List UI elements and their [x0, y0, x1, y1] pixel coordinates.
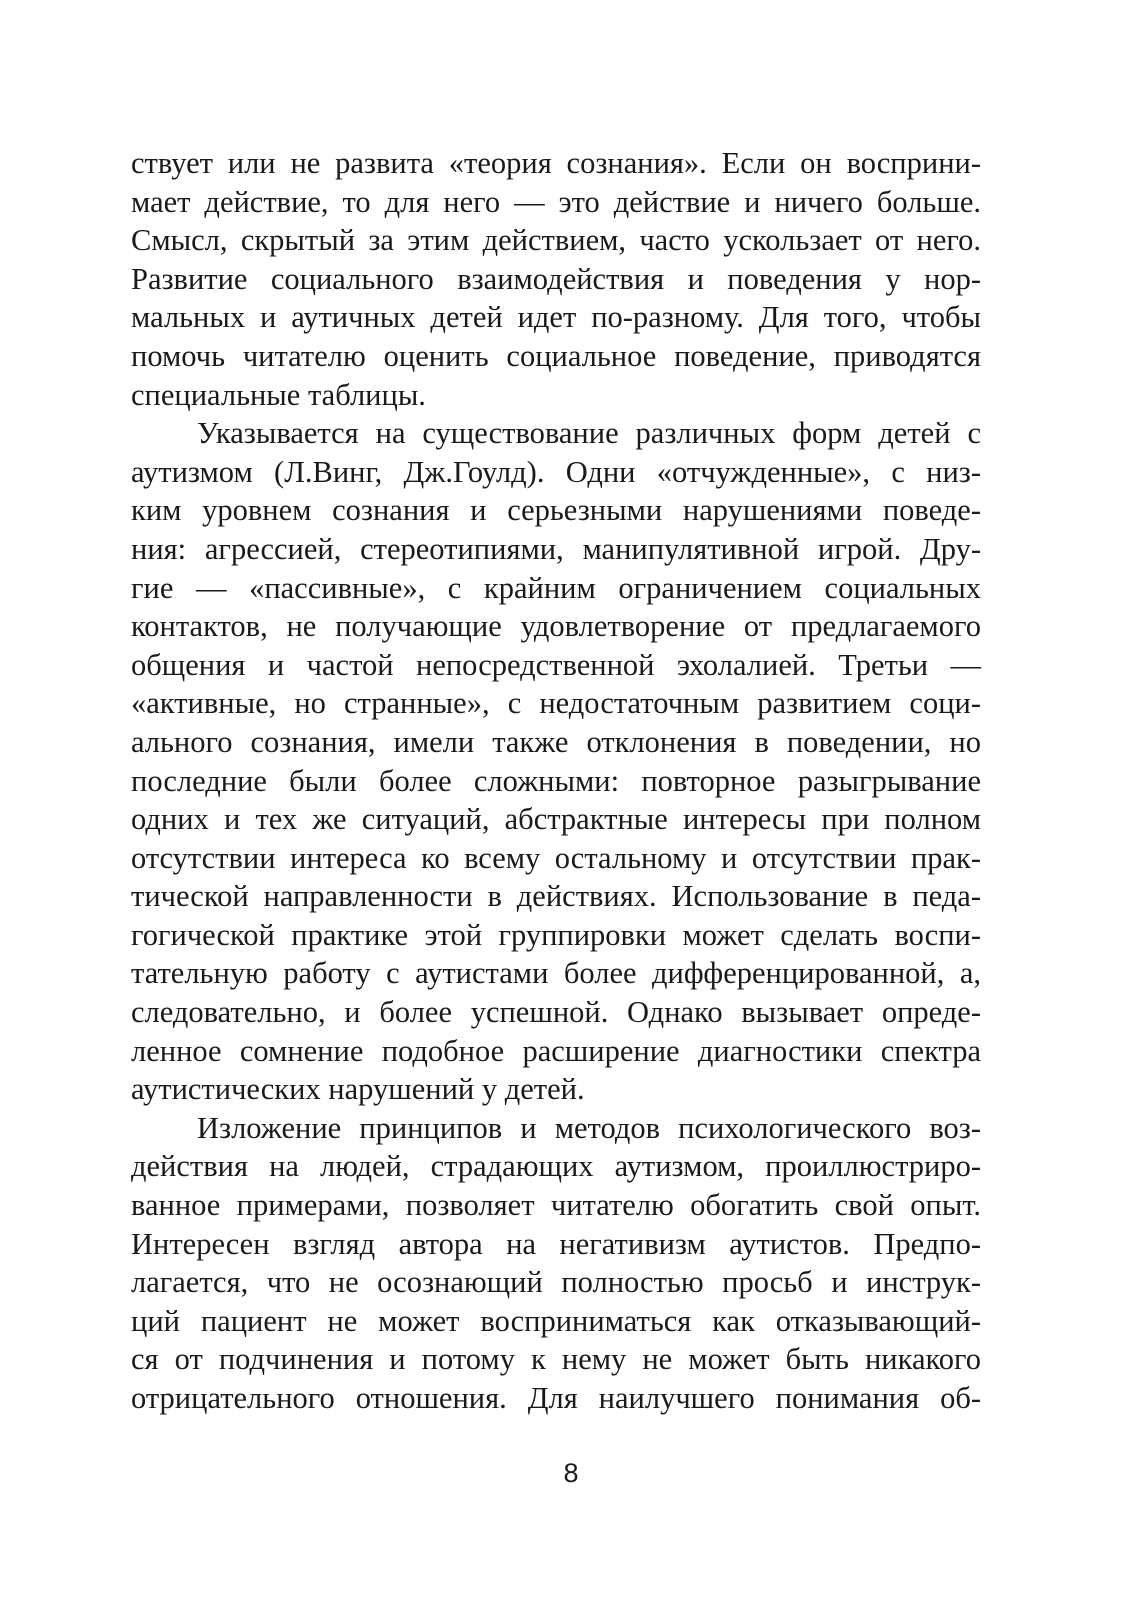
text-line: последние были более сложными: повторное разыгрывание [131, 763, 981, 798]
text-line: Интересен взгляд автора на негативизм аутистов. Предпо- [131, 1226, 981, 1261]
text-line: ся от подчинения и потому к нему не может быть никакого [131, 1342, 981, 1377]
text-line: лагается, что не осознающий полностью просьб и инструк- [131, 1265, 981, 1300]
text-line: тической направленности в действиях. Использование в педа- [131, 879, 981, 914]
text-line: контактов, не получающие удовлетворение от предлагаемого [131, 609, 981, 644]
text-line: Смысл, скрытый за этим действием, часто ускользает от него. [131, 223, 981, 258]
text-line: аутистических нарушений у детей. [131, 1072, 585, 1107]
text-line: отсутствии интереса ко всему остальному и отсутствии прак- [131, 840, 981, 875]
body-text [131, 144, 981, 1418]
text-line: ния: агрессией, стереотипиями, манипулятивной игрой. Дру- [131, 531, 981, 566]
text-line: отрицательного отношения. Для наилучшего понимания об- [131, 1381, 981, 1415]
text-line: ванное примерами, позволяет читателю обогатить свой опыт. [131, 1188, 981, 1223]
page-number: 8 [563, 1458, 579, 1488]
text-line: Развитие социального взаимодействия и поведения у нор- [131, 261, 981, 296]
text-line: следовательно, и более успешной. Однако вызывает опреде- [131, 995, 981, 1030]
text-line: специальные таблицы. [131, 377, 426, 412]
text-line: мальных и аутичных детей идет по-разному. Для того, чтобы [131, 300, 981, 335]
text-line: гие — «пассивные», с крайним ограничением социальных [131, 570, 981, 605]
text-line: Изложение принципов и методов психологического воз- [197, 1110, 981, 1145]
paragraph [131, 1109, 981, 1418]
text-line: гогической практике этой группировки может сделать воспи- [131, 917, 981, 952]
text-line: ленное сомнение подобное расширение диагностики спектра [131, 1033, 981, 1068]
text-line: «активные, но странные», с недостаточным развитием соци- [131, 686, 981, 721]
text-line: ким уровнем сознания и серьезными нарушениями поведе- [131, 493, 981, 528]
text-line: аутизмом (Л.Винг, Дж.Гоулд). Одни «отчужденные», с низ- [131, 454, 981, 489]
paragraph [131, 414, 981, 1109]
text-line: действия на людей, страдающих аутизмом, проиллюстриро- [131, 1149, 981, 1184]
text-line: Указывается на существование различных форм детей с [197, 416, 981, 451]
text-line: ций пациент не может восприниматься как отказывающий- [131, 1303, 981, 1338]
text-line: помочь читателю оценить социальное поведение, приводятся [131, 338, 981, 373]
text-line: общения и частой непосредственной эхолалией. Третьи — [131, 647, 981, 682]
text-line: тательную работу с аутистами более дифференцированной, а, [131, 956, 981, 991]
text-line: ального сознания, имели также отклонения в поведении, но [131, 724, 981, 759]
text-line: одних и тех же ситуаций, абстрактные интересы при полном [131, 802, 981, 837]
paragraph [131, 144, 981, 414]
text-line: мает действие, то для него — это действие и ничего больше. [131, 184, 981, 219]
text-line: ствует или не развита «теория сознания». Если он восприни- [131, 146, 981, 180]
